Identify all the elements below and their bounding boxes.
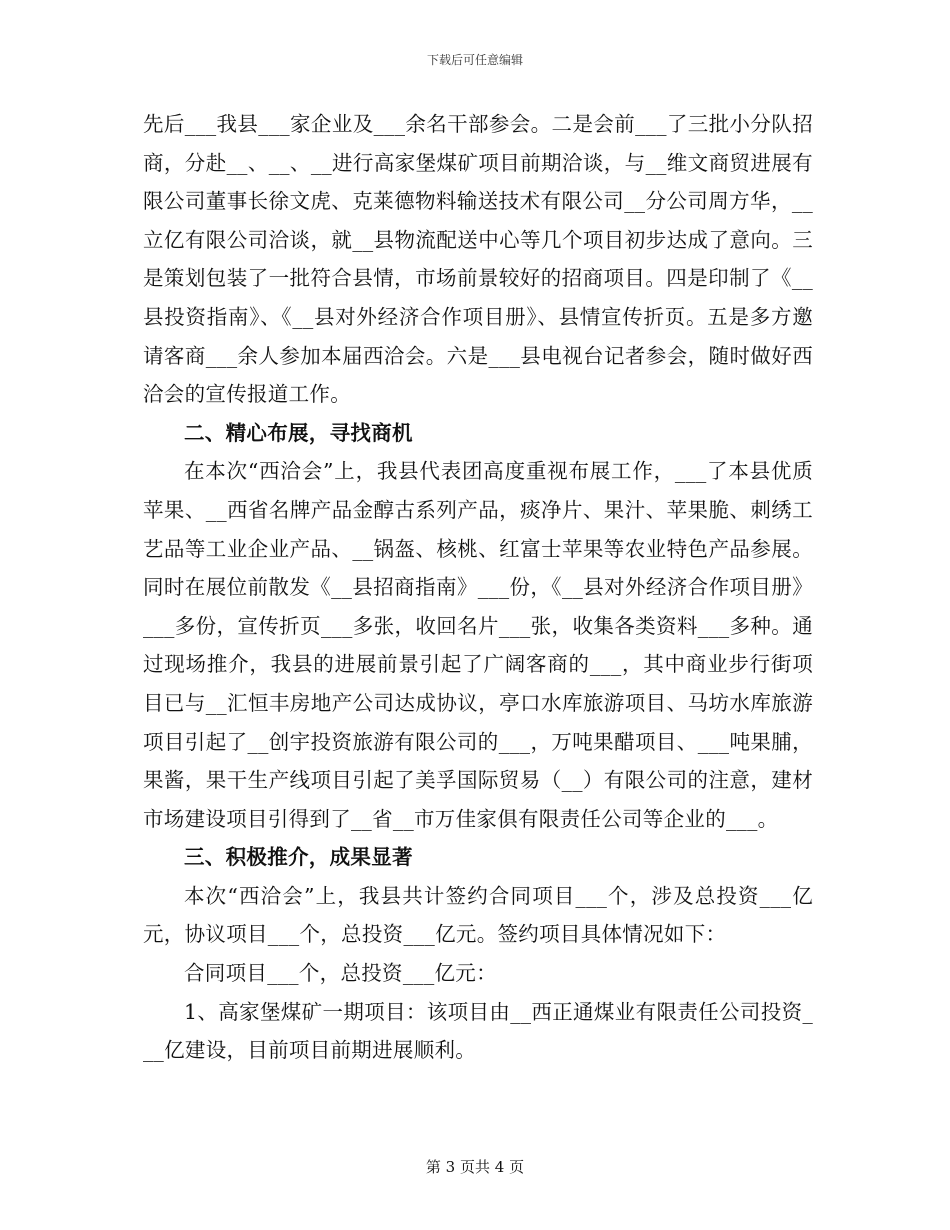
section-heading-2: 二、精心布展，寻找商机 bbox=[184, 420, 413, 445]
paragraph-5: 1、高家堡煤矿一期项目：该项目由__西正通煤业有限责任公司投资___亿建设，目前项目前期进展顺利。 bbox=[143, 999, 813, 1063]
section-heading-3: 三、积极推介，成果显著 bbox=[184, 845, 413, 870]
paragraph-2: 在本次“西洽会”上，我县代表团高度重视布展工作，___了本县优质苹果、__西省名牌产品金醇古系列产品，痰净片、果汁、苹果脆、刺绣工艺品等工业企业产品、__锅盔、核桃、红富士苹果等农业特色产品参展。同时在展位前散发《__县招商指南》___份，《__县对外经济合作项目册》___多份，宣传折页___多张，收回名片___张，收集各类资料___多种。通过现场推介，我县的进展前景引起了广阔客商的___，其中商业步行街项目已与__汇恒丰房地产公司达成协议，亭口水库旅游项目、马坊水库旅游项目引起了__创宇投资旅游有限公司的___，万吨果醋项目、___吨果脯，果酱，果干生产线项目引起了美孚国际贸易（__）有限公司的注意，建材市场建设项目引得到了__省__市万佳家俱有限责任公司等企业的___。 bbox=[143, 459, 813, 831]
paragraph-4: 合同项目___个，总投资___亿元： bbox=[184, 961, 497, 986]
paragraph-1: 先后___我县___家企业及___余名干部参会。二是会前___了三批小分队招商，分赴__、__、__进行高家堡煤矿项目前期洽谈，与__维文商贸进展有限公司董事长徐文虎、克莱德物料输送技术有限公司__分公司周方华，__立亿有限公司洽谈，就__县物流配送中心等几个项目初步达成了意向。三是策划包装了一批符合县情，市场前景较好的招商项目。四是印制了《__县投资指南》、《__县对外经济合作项目册》、县情宣传折页。五是多方邀请客商___余人参加本届西洽会。六是___县电视台记者参会，随时做好西洽会的宣传报道工作。 bbox=[143, 112, 813, 407]
page-header: 下载后可任意编辑 bbox=[426, 53, 523, 67]
document-body bbox=[143, 105, 813, 1070]
page-footer: 第 3 页共 4 页 bbox=[425, 1158, 525, 1176]
paragraph-3: 本次“西洽会”上，我县共计签约合同项目___个，涉及总投资___亿元，协议项目___个，总投资___亿元。签约项目具体情况如下： bbox=[143, 883, 813, 947]
